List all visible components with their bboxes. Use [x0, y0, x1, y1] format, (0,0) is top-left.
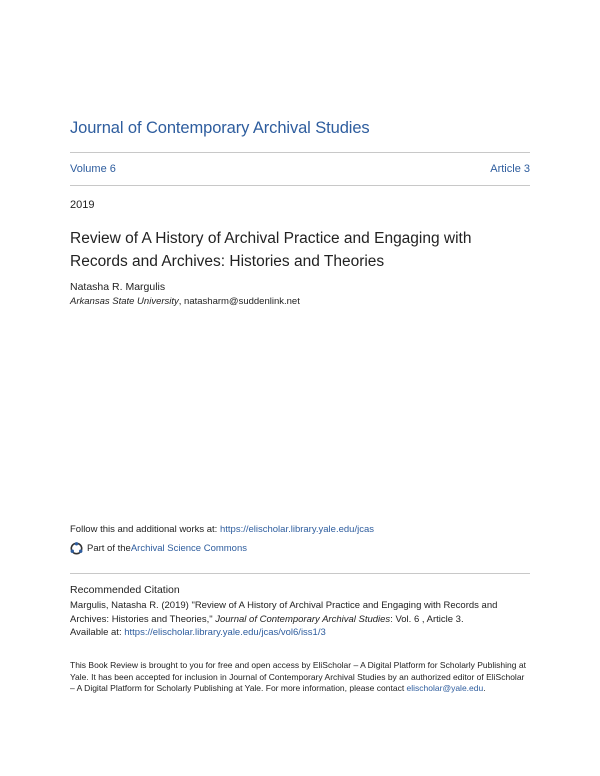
article-title: Review of A History of Archival Practice and Engaging with Records and Archives: Histories and Theories — [70, 230, 472, 270]
citation-divider — [70, 573, 530, 574]
citation-journal: Journal of Contemporary Archival Studies — [215, 613, 391, 625]
header-divider-bottom — [70, 185, 530, 186]
affiliation-name: Arkansas State University — [70, 296, 179, 307]
access-notice — [70, 660, 530, 695]
archival-science-commons-link[interactable]: Archival Science Commons — [130, 543, 247, 554]
article-link[interactable]: Article 3 — [490, 163, 530, 175]
follow-line — [70, 524, 374, 535]
citation-url-link[interactable]: https://elischolar.library.yale.edu/jcas/vol6/iss1/3 — [124, 627, 326, 638]
author-name: Natasha R. Margulis — [70, 281, 166, 293]
publication-year: 2019 — [70, 199, 95, 211]
citation-text-1: Margulis, Natasha R. (2019) "Review of A History of Archival Practice and Engaging with Records and Archives: Histories and Theories," — [70, 600, 498, 625]
part-of-prefix: Part of the — [87, 543, 131, 554]
citation-text-2: : Vol. 6 , Article 3. — [390, 613, 464, 625]
citation-heading: Recommended Citation — [70, 584, 180, 596]
available-prefix: Available at: — [70, 627, 125, 638]
volume-link[interactable]: Volume 6 — [70, 163, 116, 175]
header-divider-top — [70, 152, 530, 153]
author-email: , natasharm@suddenlink.net — [178, 296, 300, 307]
contact-email-link[interactable]: elischolar@yale.edu — [406, 683, 484, 693]
notice-end: . — [483, 683, 486, 693]
part-of-line — [70, 542, 247, 555]
notice-text: This Book Review is brought to you for free and open access by EliScholar – A Digital Platform for Scholarly Publishing at Yale. It has been accepted for inclusion in Journal of Contemporary Archival Studies by an authorized editor of EliScholar – A Digital Platform for Scholarly Publishing at Yale. For more information, please contact — [70, 660, 526, 693]
follow-text: Follow this and additional works at: — [70, 524, 220, 535]
journal-title[interactable]: Journal of Contemporary Archival Studies — [70, 119, 370, 137]
author-affiliation — [70, 296, 300, 307]
follow-link[interactable]: https://elischolar.library.yale.edu/jcas — [219, 524, 374, 535]
commons-network-icon — [70, 542, 83, 555]
citation-body — [70, 599, 530, 640]
